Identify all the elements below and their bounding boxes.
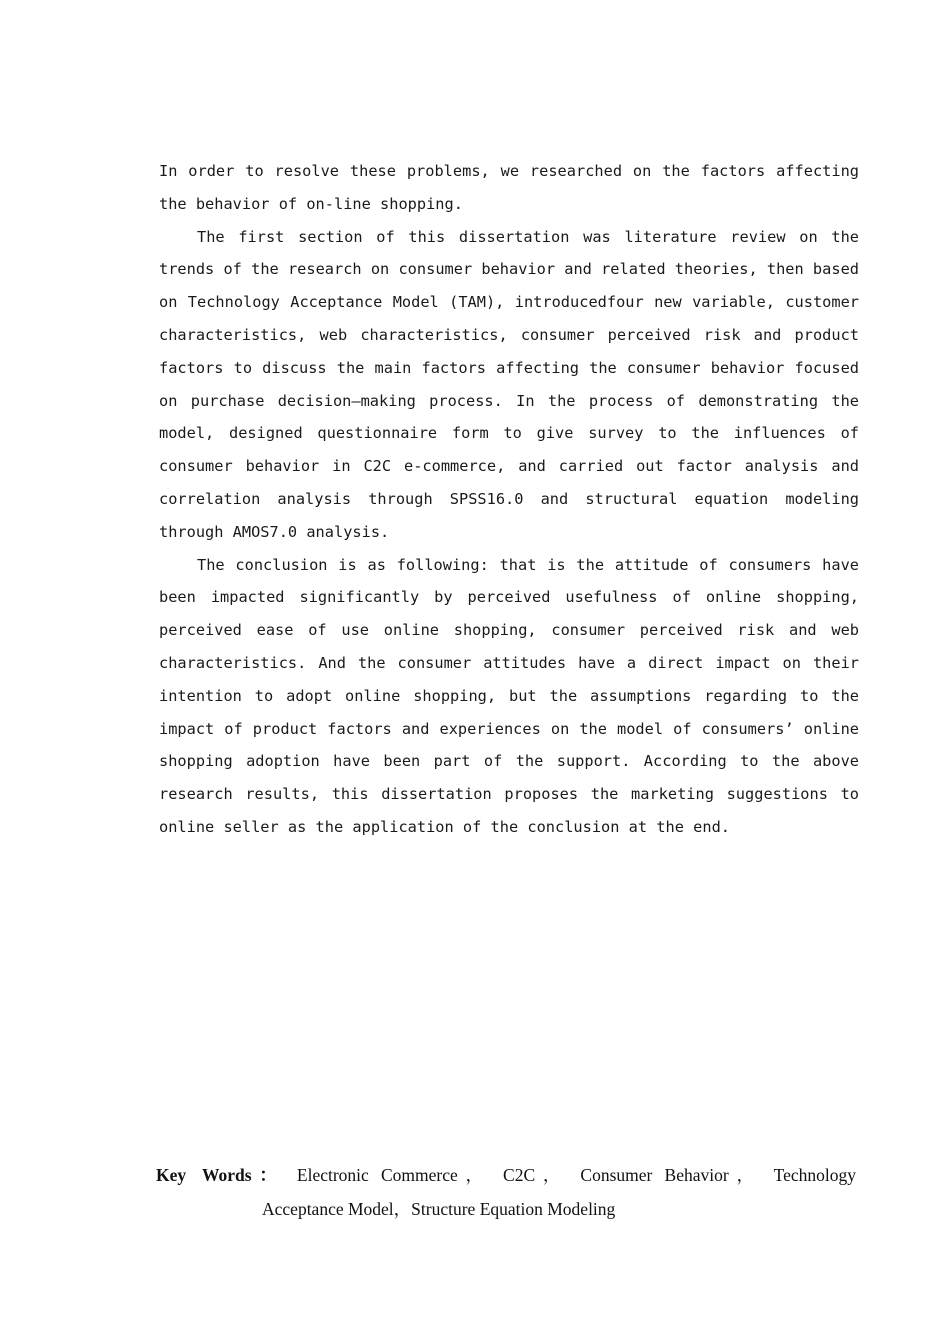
keywords-section xyxy=(156,1158,856,1226)
abstract-paragraph-2: The first section of this dissertation was literature review on the trends of the research on consumer behavior and related theories, then based on Technology Acceptance Model (TAM), introducedfour new variable, customer characteristics, web characteristics, consumer perceived risk and product factors to discuss the main factors affecting the consumer behavior focused on purchase decision—making process. In the process of demonstrating the model, designed questionnaire form to give survey to the influences of consumer behavior in C2C e-commerce, and carried out factor analysis and correlation analysis through SPSS16.0 and structural equation modeling through AMOS7.0 analysis. xyxy=(159,227,859,541)
abstract-paragraph-1: In order to resolve these problems, we researched on the factors affecting the behavior of on-line shopping. xyxy=(159,162,859,213)
keywords-label: Key Words： xyxy=(156,1165,285,1185)
keywords-list-part-2: Acceptance Model，Structure Equation Modeling xyxy=(262,1199,616,1219)
abstract-paragraph-3: The conclusion is as following: that is the attitude of consumers have been impacted significantly by perceived usefulness of online shopping, perceived ease of use online shopping, consumer perceived risk and web characteristics. And the consumer attitudes have a direct impact on their intention to adopt online shopping, but the assumptions regarding to the impact of product factors and experiences on the model of consumers’ online shopping adoption have been part of the support. According to the above research results, this dissertation proposes the marketing suggestions to online seller as the application of the conclusion at the end. xyxy=(159,555,859,836)
keywords-line-1 xyxy=(156,1158,856,1192)
keywords-list-part-1: Electronic Commerce， C2C， Consumer Behavior， Technology xyxy=(296,1165,856,1185)
abstract-body xyxy=(159,155,859,844)
